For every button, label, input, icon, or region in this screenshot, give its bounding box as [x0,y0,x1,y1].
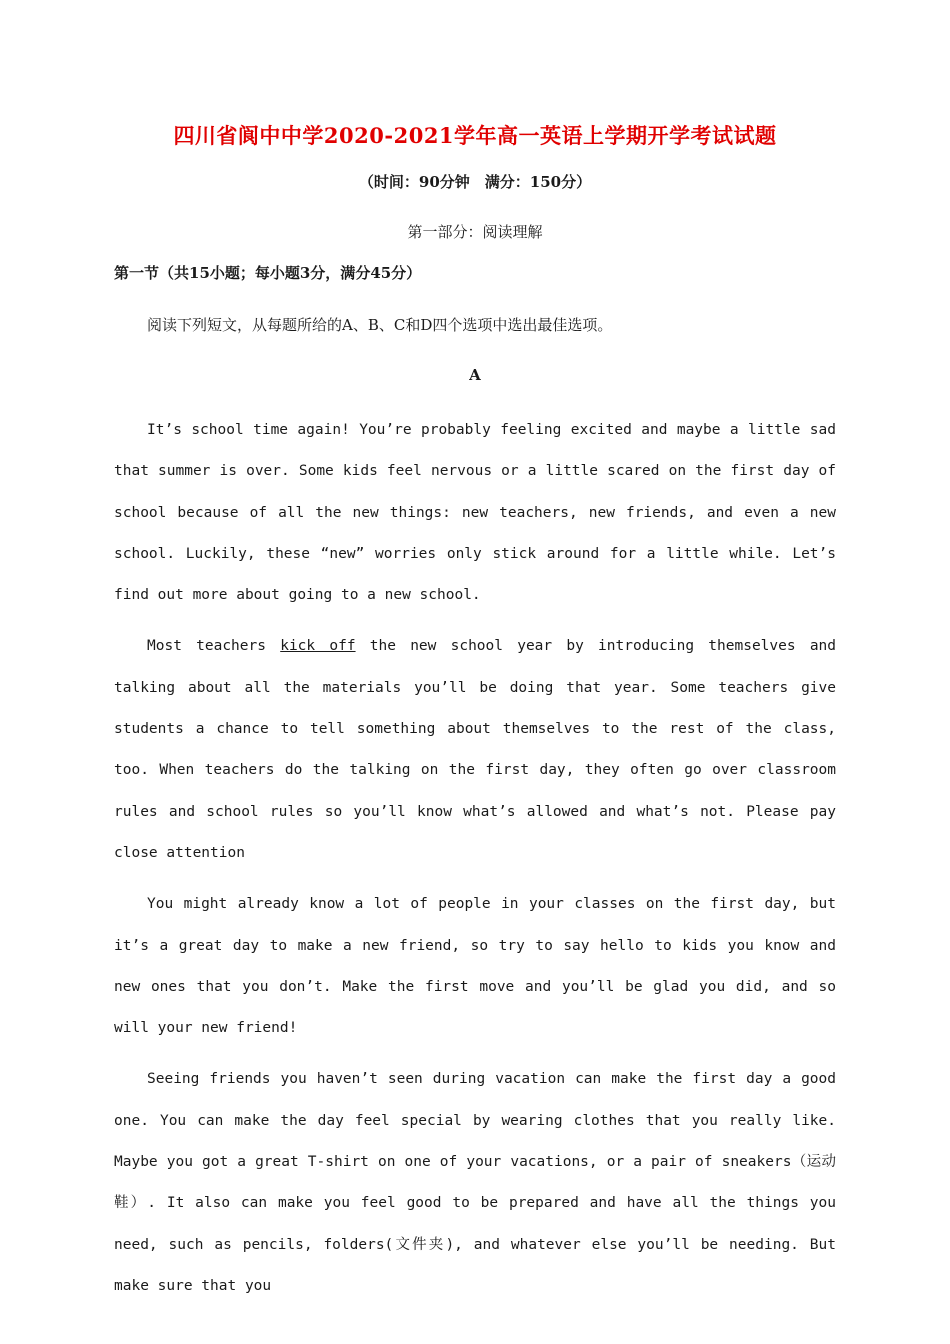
reading-instructions: 阅读下列短文，从每题所给的A、B、C和D四个选项中选出最佳选项。 [147,316,613,334]
passage-paragraph-1: It’s school time again! You’re probably feeling excited and maybe a little sad that summer is over. Some kids feel nervous or a little scared on the first day of school because of all the new things: new teachers, new friends, and even a new school. Luckily, these “new” worries only stick around for a little while. Let’s find out more about going to a new school. [114,422,836,604]
passage-paragraph-2 [114,626,836,874]
passage-body [114,410,836,1317]
paragraph-text-after: the new school year by introducing themselves and talking about all the materials you’ll be doing that year. Some teachers give students a chance to tell something about themselves to the rest of the class, too. When teachers do the talking on the first day, they often go over classroom rules and school rules so you’ll know what’s allowed and what’s not. Please pay close attention [114,638,837,861]
paragraph-text-before: Most teachers [147,638,281,655]
underlined-phrase: kick off [280,638,356,655]
part-heading: 第一部分：阅读理解 [407,223,543,241]
passage-paragraph-4: Seeing friends you haven’t seen during vacation can make the first day a good one. You can make the day feel special by wearing clothes that you really like. Maybe you got a great T-shirt on one of your vacations, or a pair of sneakers（运动鞋）. It also can make you feel good to be prepared and have all the things you need, such as pencils, folders(文件夹), and whatever else you’ll be needing. But make sure that you [114,1071,836,1294]
section-heading: 第一节（共15小题；每小题3分，满分45分） [114,264,422,282]
passage-paragraph-3: You might already know a lot of people in your classes on the first day, but it’s a great day to make a new friend, so try to say hello to kids you know and new ones that you don’t. Make the first move and you’ll be glad you did, and so will your new friend! [114,896,836,1037]
exam-title: 四川省阆中中学2020-2021学年高一英语上学期开学考试试题 [173,123,777,148]
exam-time-and-score: （时间：90分钟 满分：150分） [358,173,592,191]
passage-label: A [469,366,481,384]
